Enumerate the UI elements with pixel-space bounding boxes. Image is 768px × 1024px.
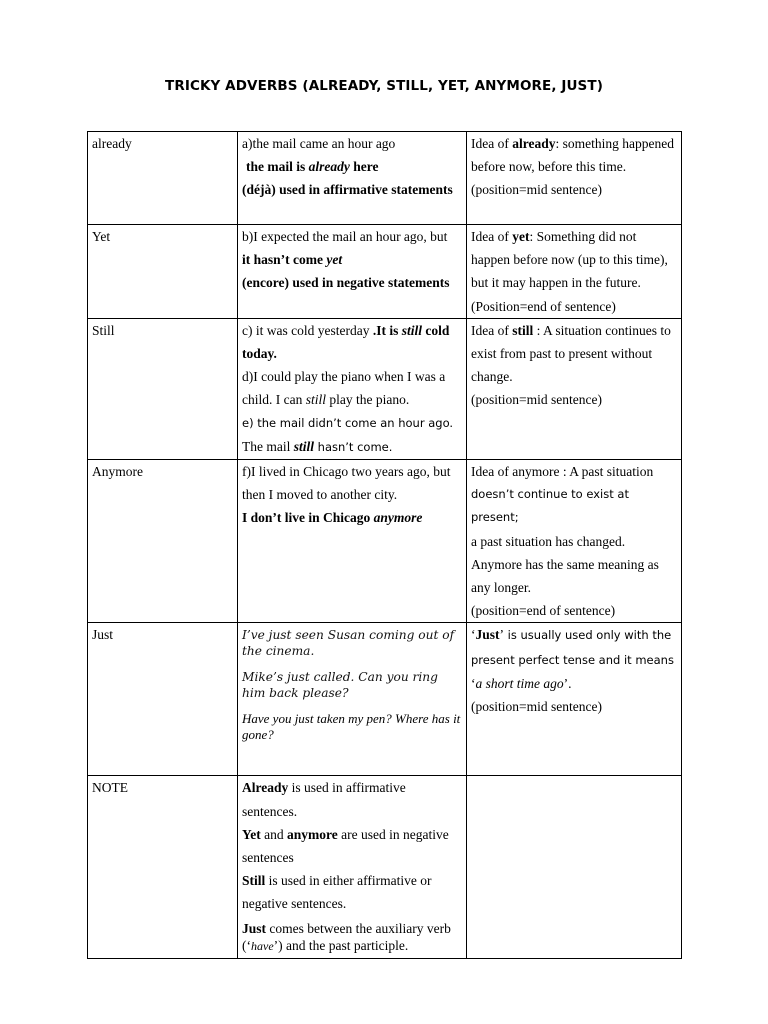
- example-f: f)I lived in Chicago two years ago, but then I moved to another city.: [242, 464, 451, 503]
- idea-cell: [467, 225, 682, 319]
- idea-position: (position=end of sentence): [471, 603, 616, 619]
- adverbs-table: [87, 131, 682, 959]
- idea-text: Idea of yet: Something did not happen before now (up to this time), but it may happen in the future. (Position=end of sentence): [471, 229, 668, 314]
- term-label: Still: [92, 322, 115, 338]
- idea-cell: [467, 460, 682, 623]
- term-cell: [88, 776, 238, 959]
- table-row-already: [88, 132, 682, 225]
- idea-text: ‘Just’ is usually used only with the present perfect tense and it means: [471, 627, 674, 667]
- example-just-1: I’ve just seen Susan coming out of the cinema.: [242, 628, 455, 659]
- example-just-2: Mike’s just called. Can you ring him back please?: [242, 670, 438, 701]
- idea-cell: [467, 132, 682, 225]
- note-2: Yet and anymore are used in negative sentences: [242, 826, 449, 866]
- idea-cell: [467, 318, 682, 459]
- term-label: Yet: [92, 229, 111, 244]
- examples-cell: [238, 225, 467, 319]
- term-label: NOTE: [92, 780, 128, 796]
- example-e: e) the mail didn’t come an hour ago.: [242, 415, 454, 430]
- idea-text: Idea of still : A situation continues to exist from past to present without change.: [471, 322, 671, 385]
- idea-line-2: doesn’t continue to exist at present;: [471, 487, 629, 525]
- example-b-sentence: it hasn’t come yet: [242, 252, 343, 268]
- examples-cell: [238, 776, 467, 959]
- table-row-note: [88, 776, 682, 959]
- idea-position: (position=mid sentence): [471, 392, 602, 408]
- idea-cell: [467, 623, 682, 776]
- term-cell: [88, 460, 238, 623]
- example-a: a)the mail came an hour ago: [242, 136, 396, 151]
- example-a-note: (déjà) used in affirmative statements: [242, 182, 453, 198]
- term-cell: [88, 225, 238, 319]
- idea-meaning: ‘a short time ago’.: [471, 675, 572, 691]
- examples-cell: [238, 132, 467, 225]
- examples-cell: [238, 623, 467, 776]
- idea-line-3: a past situation has changed. Anymore has the same meaning as any longer.: [471, 533, 659, 596]
- empty-cell: [467, 776, 682, 959]
- example-c: c) it was cold yesterday .It is still cold today.: [242, 322, 450, 362]
- term-cell: [88, 132, 238, 225]
- term-label: Just: [92, 627, 114, 643]
- examples-cell: [238, 318, 467, 459]
- examples-cell: [238, 460, 467, 623]
- example-e-sentence: The mail still hasn’t come.: [242, 438, 393, 454]
- table-row-yet: [88, 225, 682, 319]
- example-f-sentence: I don’t live in Chicago anymore: [242, 510, 423, 526]
- table-row-just: [88, 623, 682, 776]
- example-d: d)I could play the piano when I was a child. I can still play the piano.: [242, 369, 446, 408]
- table-row-still: [88, 318, 682, 459]
- note-4: Just comes between the auxiliary verb (‘have’) and the past participle.: [242, 920, 451, 953]
- example-b: b)I expected the mail an hour ago, but: [242, 229, 448, 244]
- note-3: Still is used in either affirmative or negative sentences.: [242, 873, 432, 912]
- idea-line-1: Idea of anymore : A past situation: [471, 464, 654, 480]
- term-cell: [88, 623, 238, 776]
- example-just-3: Have you just taken my pen? Where has it gone?: [242, 711, 461, 743]
- term-label: Anymore: [92, 464, 143, 480]
- example-b-note: (encore) used in negative statements: [242, 275, 450, 291]
- example-a-sentence: the mail is already here: [246, 159, 379, 175]
- note-1: Already is used in affirmative sentences.: [242, 780, 406, 819]
- term-label: already: [92, 136, 132, 151]
- idea-position: (position=mid sentence): [471, 699, 602, 715]
- term-cell: [88, 318, 238, 459]
- idea-text: Idea of already: something happened before now, before this time. (position=mid sentence): [471, 136, 674, 198]
- table-row-anymore: [88, 460, 682, 623]
- document-title: TRICKY ADVERBS (ALREADY, STILL, YET, ANYMORE, JUST): [165, 78, 603, 94]
